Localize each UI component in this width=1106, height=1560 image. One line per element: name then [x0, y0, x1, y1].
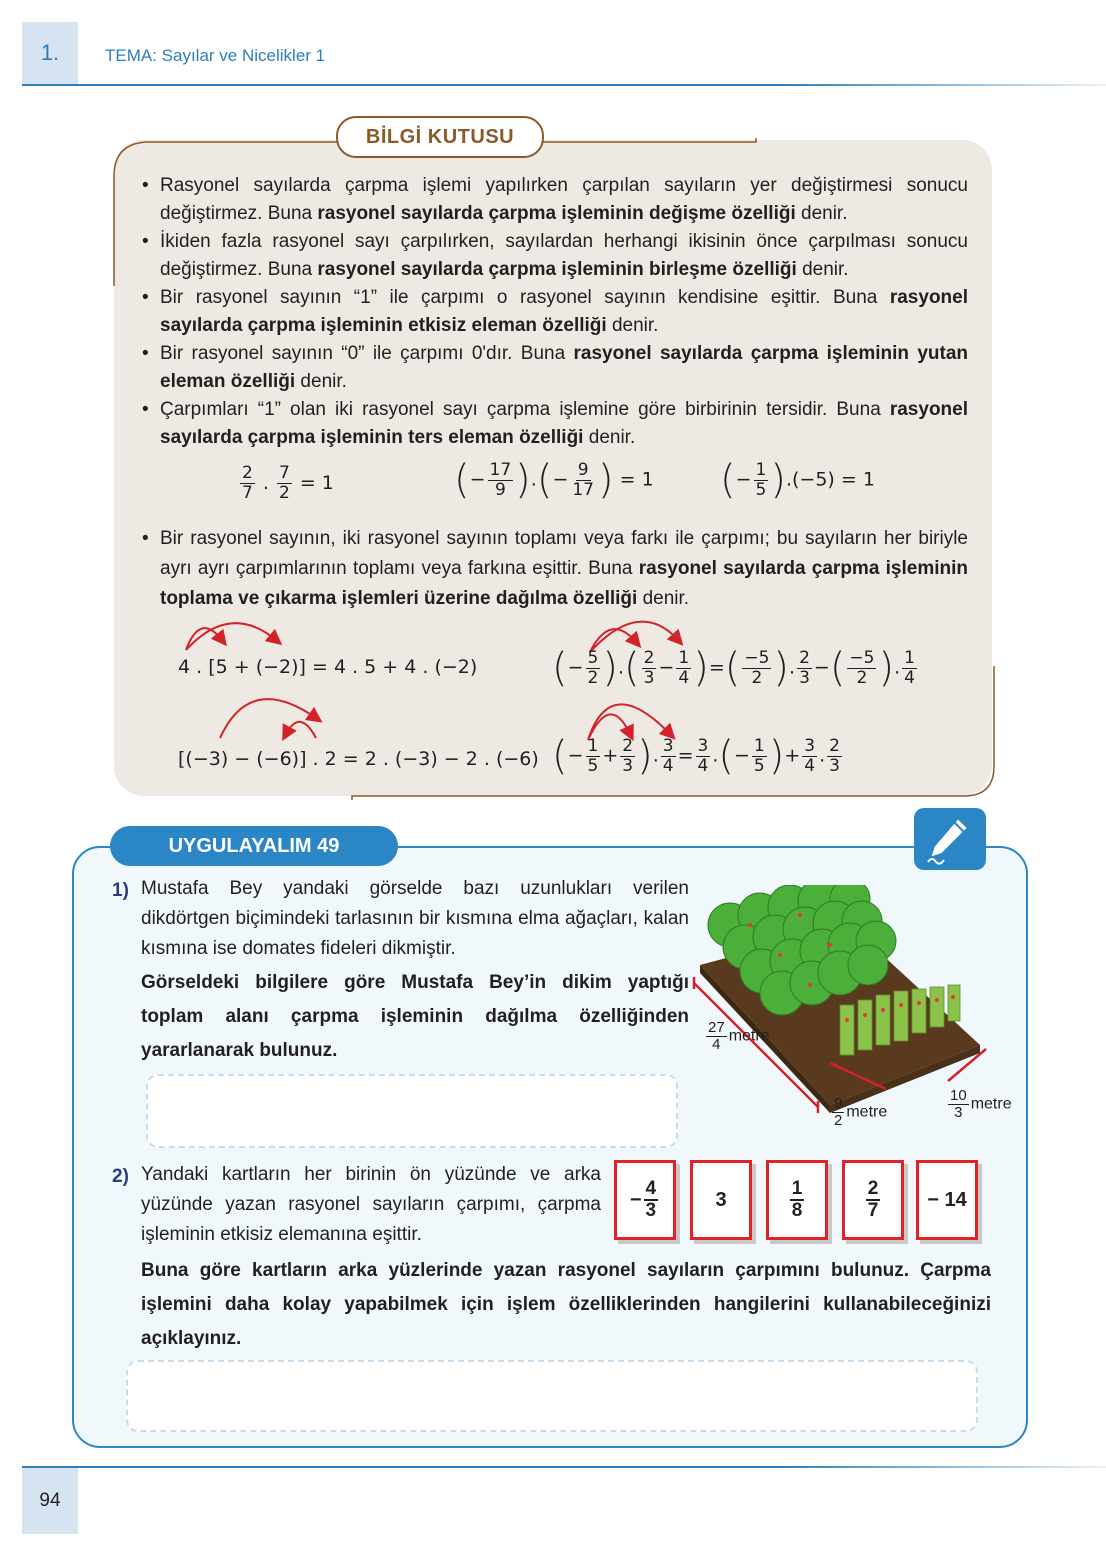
question-2-number: 2) [112, 1166, 129, 1187]
info-bullet-zero: • Bir rasyonel sayının “0” ile çarpımı 0'dır. Buna rasyonel sayılarda çarpma işleminin yutan eleman özelliği denir. [142, 340, 968, 396]
card-5: − 14 [916, 1160, 978, 1240]
footer-divider [22, 1466, 1106, 1468]
distributive-example-3: [(−3) − (−6)] . 2 = 2 . (−3) − 2 . (−6) [178, 748, 539, 770]
question-2-answer-area[interactable] [126, 1360, 978, 1432]
info-bullet-associative: • İkiden fazla rasyonel sayı çarpılırken, sayılardan herhangi ikisinin önce çarpılması sonucu değiştirmez. Buna rasyonel sayılarda çarpma işleminin birleşme özelliği denir. [142, 228, 968, 284]
question-1-number: 1) [112, 880, 129, 901]
question-1-instruction: Görseldeki bilgilere göre Mustafa Bey’in dikim yaptığı toplam alanı çarpma işleminin dağılma özelliğinden yararlanarak bulunuz. [141, 972, 689, 1061]
distributive-example-2: (− $\frac{5}{2}$ ).( $\frac{2}{3}$ − $\frac{1}{4}$ )=( $\frac{-5}{2}$ ). $\frac{2}{3}$ −( $\frac{-5}{2}$ ). $\frac{1}{4}$ [552, 645, 915, 691]
question-2-text: Yandaki kartların her birinin ön yüzünde ve arka yüzünde yazan rasyonel sayıların çarpımı, çarpma işleminin etkisiz elemanına eşittir. [141, 1164, 601, 1245]
question-2-instruction: Buna göre kartların arka yüzlerinde yazan rasyonel sayıların çarpımını bulunuz. Çarpma işlemini daha kolay yapabilmek için işlem özelliklerinden hangilerini kullanabileceğinizi açıklayınız. [141, 1260, 991, 1349]
inverse-example-1: $\frac{2}{7}$ . $\frac{7}{2}$ = 1 [242, 463, 334, 503]
page-number: 94 [39, 1490, 61, 1511]
field-illustration [690, 885, 1000, 1115]
question-1-text: Mustafa Bey yandaki görselde bazı uzunlukları verilen dikdörtgen biçimindeki tarlasının bir kısmına elma ağaçları, kalan kısmına ise domates fideleri dikmiştir. [141, 878, 689, 959]
card-4: 2 7 [842, 1160, 904, 1240]
inverse-example-3: (− $\frac{1}{5}$ ).(−5) = 1 [720, 457, 875, 503]
question-1-answer-area[interactable] [146, 1074, 678, 1148]
dimension-label-3: $\frac{10}{3}$ metre [950, 1087, 1012, 1121]
pencil-icon [914, 808, 986, 870]
card-3: 1 8 [766, 1160, 828, 1240]
dimension-label-1: $\frac{27}{4}$ metre [708, 1019, 770, 1053]
inverse-example-2: (− $\frac{17}{9}$ ).(− $\frac{9}{17}$ ) = 1 [454, 457, 654, 503]
distributive-example-4: (− $\frac{1}{5}$ + $\frac{2}{3}$ ). $\frac{3}{4}$ = $\frac{3}{4}$ .(− $\frac{1}{5}$ )+ $\frac{3}{4}$ . $\frac{2}{3}$ [552, 733, 840, 779]
info-bullet-commutative: • Rasyonel sayılarda çarpma işlemi yapılırken çarpılan sayıların yer değiştirmesi sonucu değiştirmez. Buna rasyonel sayılarda çarpma işleminin değişme özelliği denir. [142, 172, 968, 228]
info-box-title: BİLGİ KUTUSU [336, 116, 544, 158]
theme-title: TEMA: Sayılar ve Nicelikler 1 [105, 46, 326, 65]
card-2: 3 [690, 1160, 752, 1240]
distributive-example-1: 4 . [5 + (−2)] = 4 . 5 + 4 . (−2) [178, 656, 478, 678]
info-bullet-inverse: • Çarpımları “1” olan iki rasyonel sayı çarpma işlemine göre birbirinin tersidir. Buna rasyonel sayılarda çarpma işleminin ters eleman özelliği denir. [142, 396, 968, 452]
info-bullet-distributive: • Bir rasyonel sayının, iki rasyonel sayının toplamı veya farkı ile çarpımı; bu sayıların her biriyle ayrı ayrı çarpımlarının toplamı veya farkına eşittir. Buna rasyonel sayılarda çarpma işleminin toplama ve çıkarma işlemleri üzerine dağılma özelliği denir. [142, 524, 968, 614]
info-bullet-identity: • Bir rasyonel sayının “1” ile çarpımı o rasyonel sayının kendisine eşittir. Buna rasyonel sayılarda çarpma işleminin etkisiz eleman özelliği denir. [142, 284, 968, 340]
header-divider [22, 84, 1106, 86]
card-1: − $\frac{4}{3}$ [614, 1160, 676, 1240]
exercise-title: UYGULAYALIM 49 [110, 826, 398, 866]
chapter-number: 1. [40, 40, 60, 65]
dimension-label-2: $\frac{9}{2}$ metre [834, 1095, 888, 1129]
